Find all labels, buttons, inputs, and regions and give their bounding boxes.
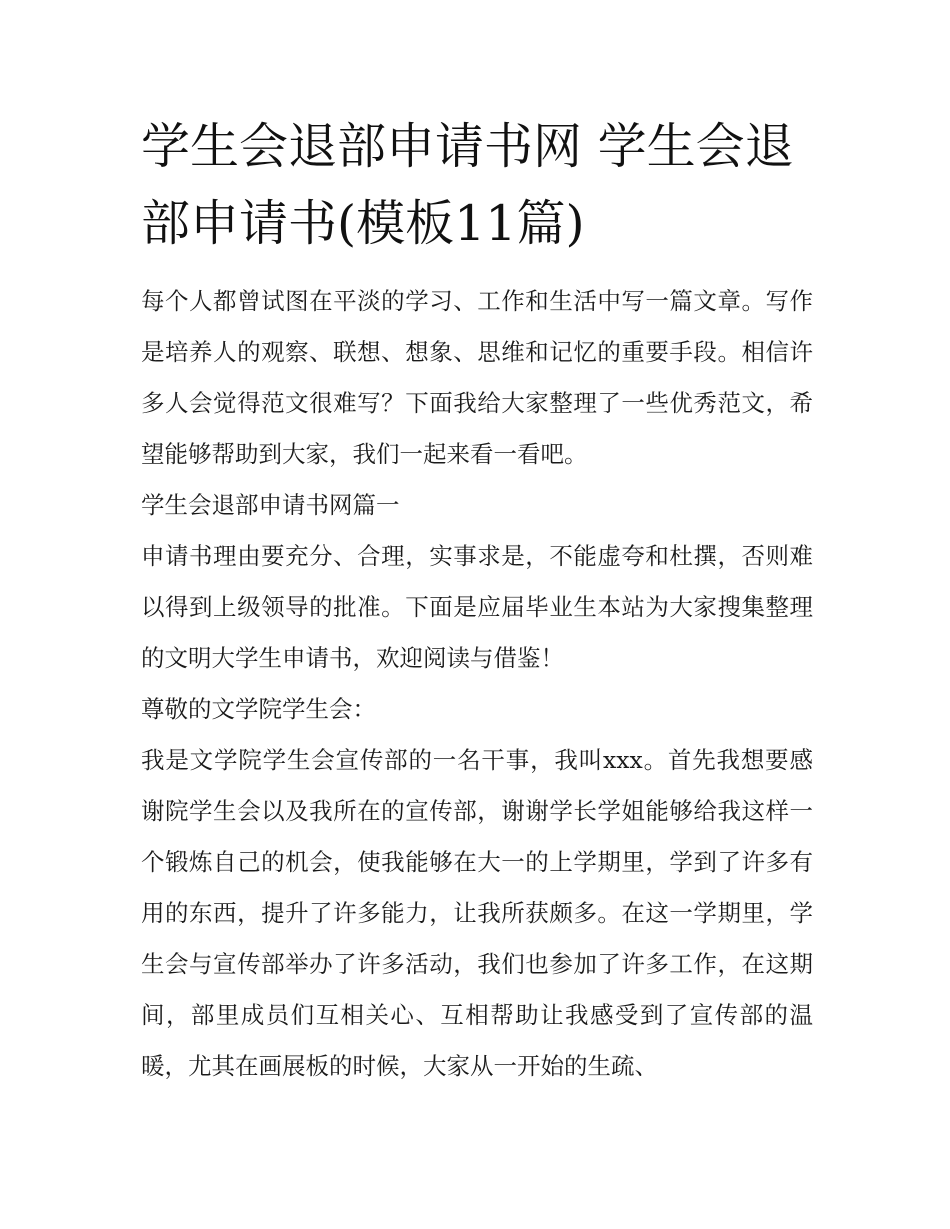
- section-heading: 学生会退部申请书网篇一: [141, 491, 400, 519]
- intro-paragraph: 每个人都曾试图在平淡的学习、工作和生活中写一篇文章。写作是培养人的观察、联想、想象、思维和记忆的重要手段。相信许多人会觉得范文很难写？下面我给大家整理了一些优秀范文，希望能够帮助到大家，我们一起来看一看吧。: [141, 287, 813, 468]
- document-content: [141, 108, 813, 1092]
- body-paragraph: 申请书理由要充分、合理，实事求是，不能虚夸和杜撰，否则难以得到上级领导的批准。下面是应届毕业生本站为大家搜集整理的文明大学生申请书，欢迎阅读与借鉴！: [141, 542, 813, 672]
- document-body: [141, 276, 813, 1092]
- body-paragraph: 我是文学院学生会宣传部的一名干事，我叫xxx。首先我想要感谢院学生会以及我所在的宣传部，谢谢学长学姐能够给我这样一个锻炼自己的机会，使我能够在大一的上学期里，学到了许多有用的东西，提升了许多能力，让我所获颇多。在这一学期里，学生会与宣传部举办了许多活动，我们也参加了许多工作，在这期间，部里成员们互相关心、互相帮助让我感受到了宣传部的温暖，尤其在画展板的时候，大家从一开始的生疏、: [141, 746, 813, 1080]
- document-title: 学生会退部申请书网 学生会退部申请书(模板11篇): [141, 118, 794, 252]
- salutation: 尊敬的文学院学生会：: [141, 695, 376, 723]
